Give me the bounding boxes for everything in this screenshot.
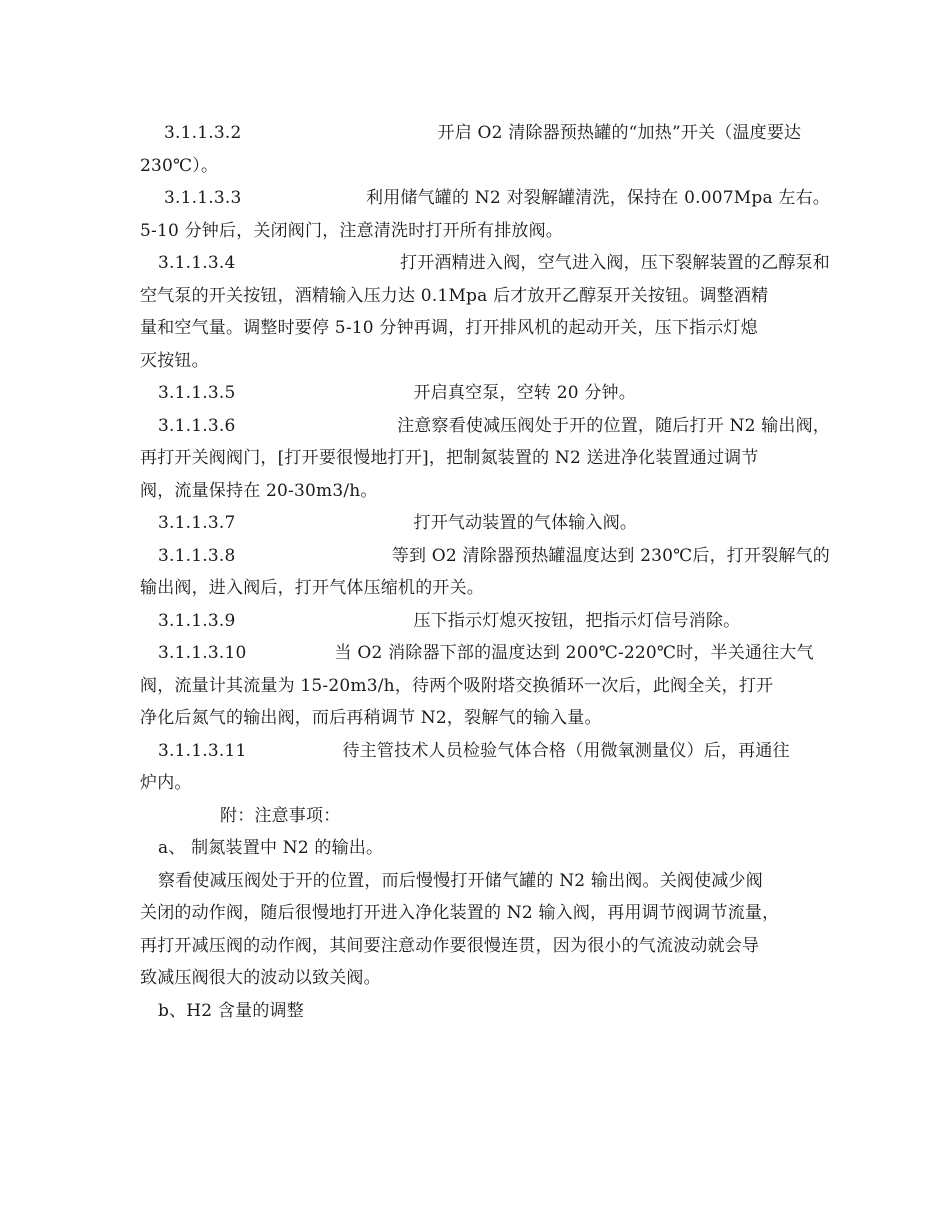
step-text-continued: 阀，流量保持在 20-30m3/h。 [140, 480, 378, 501]
step-text: 压下指示灯熄灭按钮，把指示灯信号消除。 [413, 610, 741, 631]
step-number: 3.1.1.3.4 [158, 253, 236, 273]
step-text-continued: 炉内。 [140, 773, 192, 793]
step-3-1-1-3-2 [140, 117, 830, 150]
step-text-continued: 空气泵的开关按钮，酒精输入压力达 0.1Mpa 后才放开乙醇泵开关按钮。调整酒精 [140, 285, 769, 306]
step-text-continued: 5-10 分钟后，关闭阀门，注意清洗时打开所有排放阀。 [140, 220, 563, 241]
step-text: 开启真空泵，空转 20 分钟。 [413, 383, 636, 403]
step-number: 3.1.1.3.3 [164, 188, 242, 208]
step-number: 3.1.1.3.5 [158, 383, 236, 403]
step-text: 开启 O2 清除器预热罐的“加热”开关（温度要达 [437, 123, 802, 143]
step-text: 当 O2 消除器下部的温度达到 200℃-220℃时，半关通往大气 [334, 643, 814, 663]
step-3-1-1-3-4 [140, 247, 830, 280]
step-text: 打开气动装置的气体输入阀。 [413, 513, 638, 533]
step-number: 3.1.1.3.2 [164, 123, 242, 143]
step-3-1-1-3-7 [140, 507, 830, 540]
step-text: 注意察看使减压阀处于开的位置，随后打开 N2 输出阀， [397, 415, 830, 436]
step-3-1-1-3-11 [140, 735, 830, 768]
step-text-continued: 净化后氮气的输出阀，而后再稍调节 N2，裂解气的输入量。 [140, 708, 602, 728]
note-a-text-continued: 致减压阀很大的波动以致关阀。 [140, 968, 381, 988]
step-text: 待主管技术人员检验气体合格（用微氧测量仪）后，再通往 [342, 740, 790, 761]
step-number: 3.1.1.3.11 [158, 740, 247, 761]
note-a-text-continued: 再打开减压阀的动作阀，其间要注意动作要很慢连贯，因为很小的气流波动就会导 [140, 935, 760, 956]
note-b-heading: b、H2 含量的调整 [158, 1000, 304, 1021]
step-3-1-1-3-3 [140, 182, 830, 215]
step-number: 3.1.1.3.9 [158, 610, 236, 631]
step-text-continued: 量和空气量。调整时要停 5-10 分钟再调，打开排风机的起动开关，压下指示灯熄 [140, 318, 758, 338]
step-number: 3.1.1.3.6 [158, 415, 236, 436]
step-3-1-1-3-5 [140, 377, 830, 410]
step-3-1-1-3-10 [140, 637, 830, 670]
step-text: 等到 O2 清除器预热罐温度达到 230℃后，打开裂解气的 [391, 545, 830, 566]
note-a-heading: a、 制氮装置中 N2 的输出。 [158, 838, 384, 858]
step-number: 3.1.1.3.8 [158, 545, 236, 566]
step-text: 利用储气罐的 N2 对裂解罐清洗，保持在 0.007Mpa 左右。 [366, 188, 830, 208]
step-number: 3.1.1.3.10 [158, 643, 247, 663]
step-text-continued: 230℃）。 [140, 155, 219, 176]
step-text-continued: 灭按钮。 [140, 350, 209, 371]
step-text-continued: 再打开关阀阀门，[打开要很慢地打开]，把制氮装置的 N2 送进净化装置通过调节 [140, 448, 759, 468]
document-body [140, 117, 830, 1027]
note-a-text-continued: 关闭的动作阀，随后很慢地打开进入净化装置的 N2 输入阀，再用调节阀调节流量， [140, 903, 780, 923]
step-3-1-1-3-6 [140, 410, 830, 443]
notes-title: 附：注意事项： [220, 805, 341, 826]
step-text: 打开酒精进入阀，空气进入阀，压下裂解装置的乙醇泵和 [400, 253, 830, 273]
step-3-1-1-3-9 [140, 605, 830, 638]
step-3-1-1-3-8 [140, 540, 830, 573]
step-text-continued: 阀，流量计其流量为 15-20m3/h，待两个吸附塔交换循环一次后，此阀全关，打开 [140, 675, 774, 696]
step-text-continued: 输出阀，进入阀后，打开气体压缩机的开关。 [140, 578, 484, 598]
note-a-text: 察看使减压阀处于开的位置，而后慢慢打开储气罐的 N2 输出阀。关阀使减少阀 [158, 870, 763, 891]
step-number: 3.1.1.3.7 [158, 513, 236, 533]
